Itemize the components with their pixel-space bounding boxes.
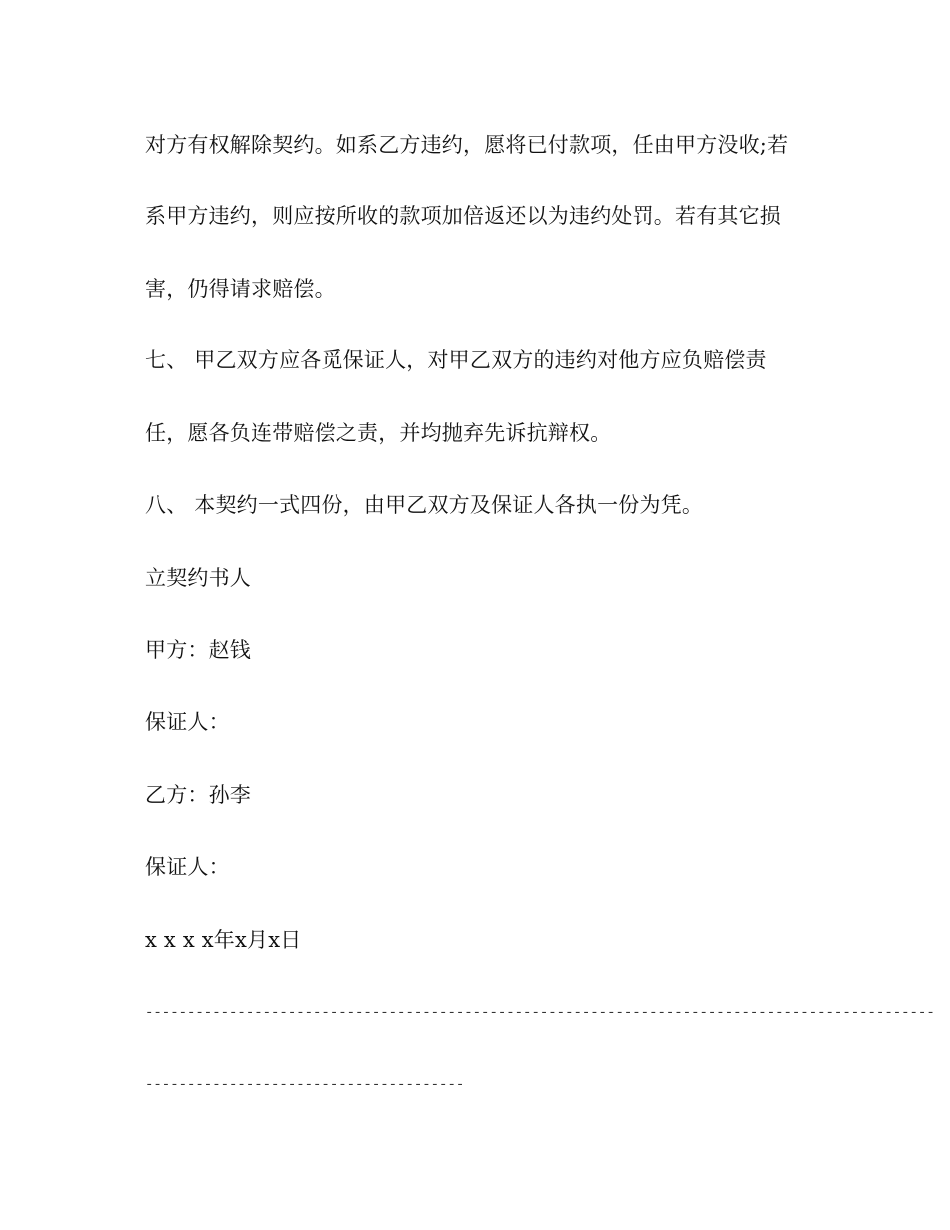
separator-line: ---------------------------------------------------------------------------------------------- [145,1005,935,1021]
paragraph-line: 对方有权解除契约。如系乙方违约，愿将已付款项，任由甲方没收;若 [145,133,789,157]
paragraph-line: 害，仍得请求赔偿。 [145,277,336,301]
clause-eight-line: 八、 本契约一式四份，由甲乙双方及保证人各执一份为凭。 [145,493,704,517]
date-line: x x x x年x月x日 [145,928,302,952]
party-a-line: 甲方：赵钱 [145,638,251,662]
clause-seven-line: 七、 甲乙双方应各觅保证人，对甲乙双方的违约对他方应负赔偿责 [145,348,767,372]
guarantor-b-line: 保证人： [145,855,230,879]
paragraph-line: 系甲方违约，则应按所收的款项加倍返还以为违约处罚。若有其它损 [145,204,781,228]
clause-seven-line: 任，愿各负连带赔偿之责，并均抛弃先诉抗辩权。 [145,421,612,445]
signatories-heading: 立契约书人 [145,566,251,590]
separator-line: -------------------------------------- [145,1077,465,1093]
guarantor-a-line: 保证人： [145,710,230,734]
party-b-line: 乙方：孙李 [145,783,251,807]
